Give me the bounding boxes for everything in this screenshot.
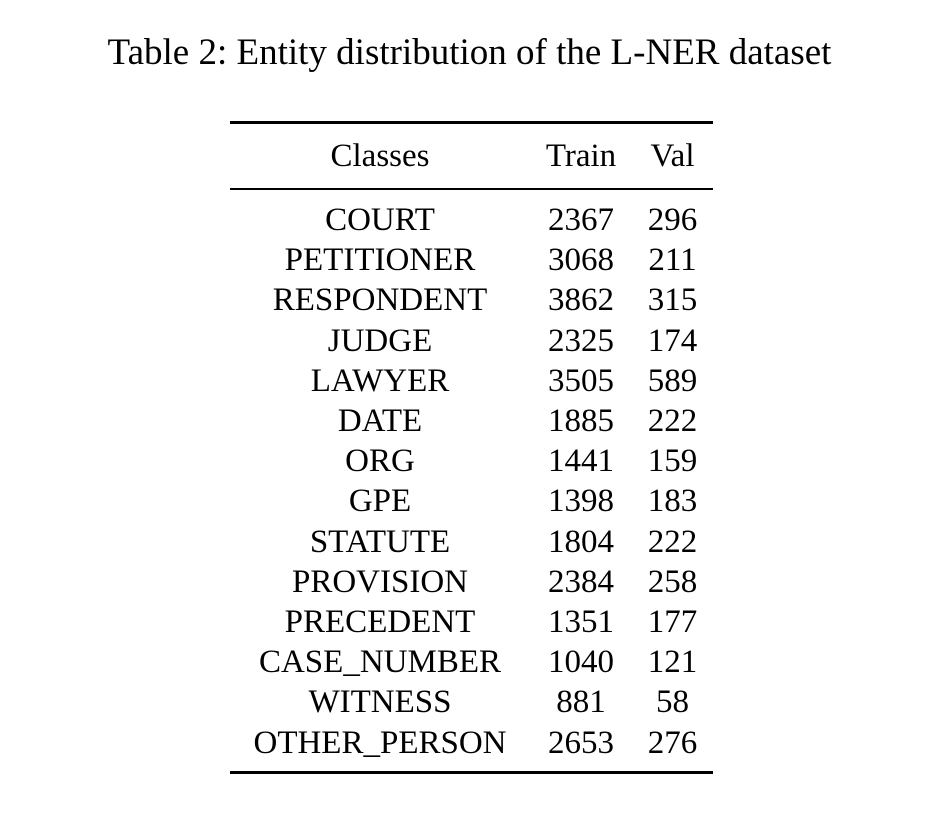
data-table	[230, 190, 713, 771]
val-cell: 121	[647, 644, 698, 681]
table-row	[230, 682, 713, 722]
train-cell: 1398	[548, 483, 614, 520]
class-cell: DATE	[337, 403, 423, 440]
train-cell: 1885	[548, 403, 614, 440]
table-row	[230, 481, 713, 521]
train-cell: 2384	[548, 563, 614, 600]
class-cell: RESPONDENT	[272, 282, 488, 319]
spacer-row	[230, 763, 713, 771]
table-row	[230, 321, 713, 361]
table-row	[230, 361, 713, 401]
class-cell: STATUTE	[309, 523, 451, 560]
train-cell: 1040	[548, 644, 614, 681]
class-cell: CASE_NUMBER	[258, 644, 502, 681]
table-body	[230, 124, 713, 188]
table-row	[230, 723, 713, 763]
class-cell: LAWYER	[310, 362, 450, 399]
class-cell: JUDGE	[327, 322, 433, 359]
table-row	[230, 562, 713, 602]
class-cell: ORG	[345, 443, 415, 480]
train-cell: 2653	[548, 724, 614, 761]
val-cell: 177	[647, 604, 698, 641]
train-cell: 1441	[548, 443, 614, 480]
table-row	[230, 280, 713, 320]
class-cell: GPE	[348, 483, 412, 520]
class-cell: PRECEDENT	[284, 604, 476, 641]
table-caption: Table 2: Entity distribution of the L-NER dataset	[107, 32, 832, 73]
table-row	[230, 522, 713, 562]
val-cell: 589	[647, 362, 698, 399]
train-cell: 1804	[548, 523, 614, 560]
val-cell: 258	[647, 563, 698, 600]
val-cell: 211	[648, 242, 697, 279]
spacer-row	[230, 190, 713, 200]
class-cell: PROVISION	[291, 563, 469, 600]
class-cell: PETITIONER	[284, 242, 476, 279]
val-cell: 276	[647, 724, 698, 761]
header-classes: Classes	[330, 138, 430, 174]
class-cell: WITNESS	[308, 684, 452, 721]
val-cell: 222	[647, 403, 698, 440]
val-cell: 183	[647, 483, 698, 520]
val-cell: 315	[647, 282, 698, 319]
header-val: Val	[650, 138, 695, 174]
val-cell: 159	[647, 443, 698, 480]
table-row	[230, 642, 713, 682]
class-cell: OTHER_PERSON	[253, 724, 507, 761]
class-cell: COURT	[325, 202, 435, 238]
train-cell: 3505	[548, 362, 614, 399]
train-cell: 2325	[548, 322, 614, 359]
table-row	[230, 401, 713, 441]
val-cell: 174	[647, 322, 698, 359]
table-row	[230, 240, 713, 280]
header-row	[230, 124, 713, 188]
val-cell: 296	[647, 202, 698, 238]
train-cell: 2367	[548, 202, 614, 238]
train-cell: 881	[556, 684, 606, 721]
entity-distribution-table	[230, 121, 713, 774]
table-row	[230, 602, 713, 642]
bottom-rule	[230, 771, 713, 774]
table-row	[230, 441, 713, 481]
train-cell: 1351	[548, 604, 614, 641]
train-cell: 3862	[548, 282, 614, 319]
table-row	[230, 200, 713, 240]
header-train: Train	[545, 138, 617, 174]
val-cell: 222	[647, 523, 698, 560]
val-cell: 58	[656, 684, 689, 721]
train-cell: 3068	[548, 242, 614, 279]
